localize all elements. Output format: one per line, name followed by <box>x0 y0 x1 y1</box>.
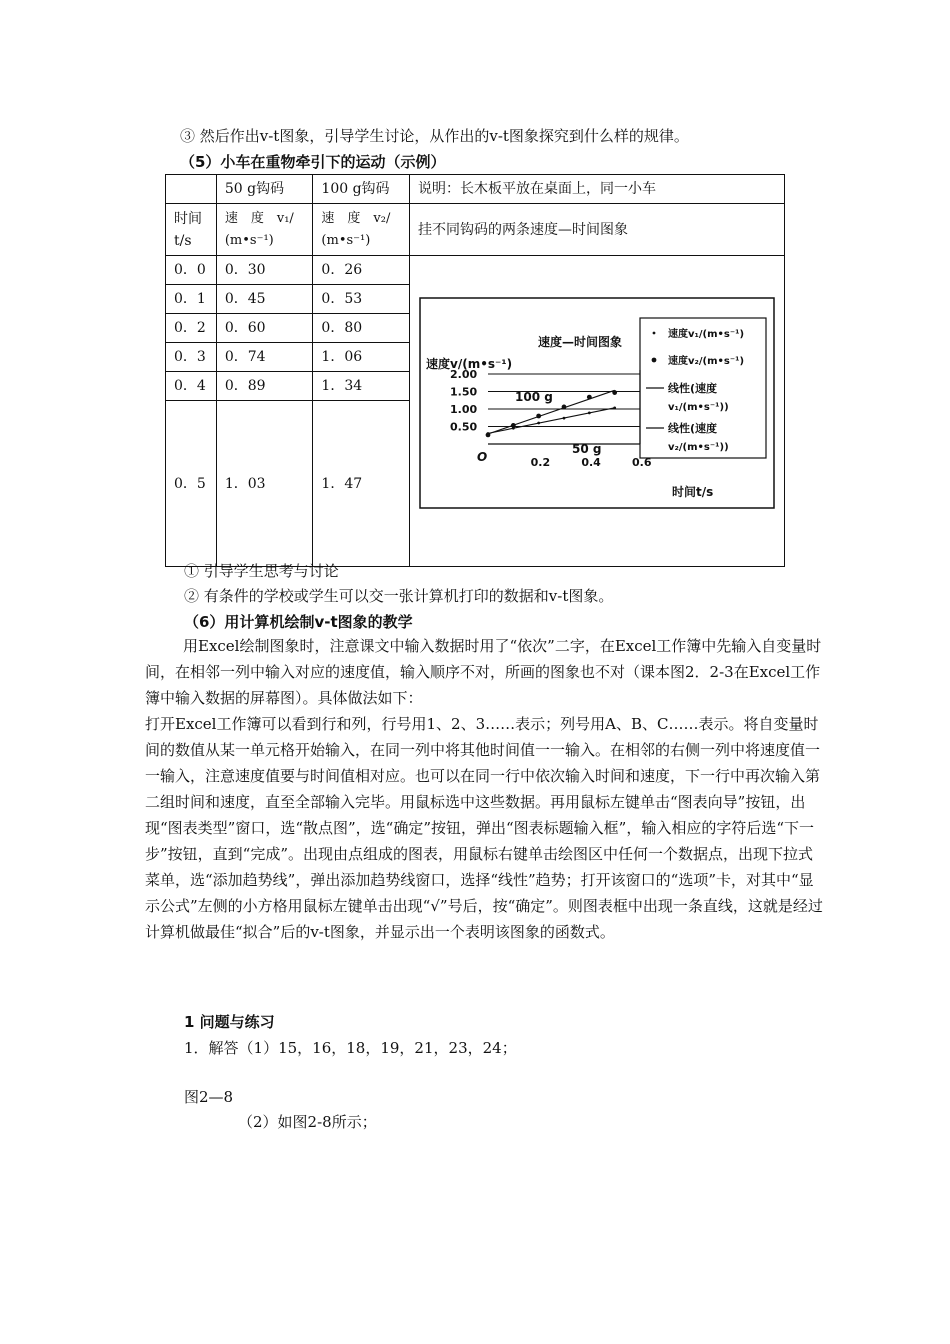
section6-paragraph-1: 用Excel绘制图象时，注意课文中输入数据时用了“依次”二字，在Excel工作簿中先输入自变量时间，在相邻一列中输入对应的速度值，输入顺序不对，所画的图象也不对（课本图2．2-3在Excel工作簿中输入数据的屏幕图）。具体做法如下： <box>145 637 822 707</box>
v2-header <box>313 204 410 256</box>
v2-header-line1: 速 度 v₂/ <box>321 210 391 226</box>
table-cell: 1．06 <box>313 343 410 372</box>
chart-annotation-100g: 100 g <box>515 390 553 404</box>
table-subheader-row <box>166 204 785 256</box>
table-cell: 50 g钩码 <box>216 175 313 204</box>
velocity-time-chart <box>410 256 782 546</box>
legend-item-1: 速度v₁/(m•s⁻¹) <box>668 329 745 340</box>
time-header-line1: 时间 <box>174 210 202 227</box>
chart-point-series-2 <box>536 414 541 419</box>
table-cell: 0．80 <box>313 314 410 343</box>
chart-xlabel: 时间t/s <box>672 485 714 499</box>
table-note: 说明：长木板平放在桌面上，同一小车 <box>410 175 785 204</box>
time-header <box>166 204 217 256</box>
v1-header-line2: (m•s⁻¹) <box>224 232 274 248</box>
legend-marker-1 <box>653 332 656 335</box>
table-cell: 0．53 <box>313 285 410 314</box>
chart-ylabel: 速度v/(m•s⁻¹) <box>426 357 513 371</box>
table-cell: 0．74 <box>216 343 313 372</box>
time-header-line2: t/s <box>174 232 192 249</box>
intro-line: ③ 然后作出v-t图象，引导学生讨论，从作出的v-t图象探究到什么样的规律。 <box>180 127 689 145</box>
legend-marker-2 <box>652 358 657 363</box>
table-cell: 0．45 <box>216 285 313 314</box>
chart-point-series-1 <box>588 411 591 414</box>
legend-item-3-line1: 线性(速度 <box>668 382 718 395</box>
chart-y-tick: 0.50 <box>450 420 478 434</box>
legend-item-4-line2: v₂/(m•s⁻¹)) <box>668 442 729 453</box>
table-cell: 0．3 <box>166 343 217 372</box>
chart-y-tick: 2.00 <box>450 368 478 381</box>
table-cell: 0．89 <box>216 372 313 401</box>
chart-x-tick: 0.2 <box>530 456 551 469</box>
table-cell <box>166 175 217 204</box>
exercise-title: 1 问题与练习 <box>184 1013 275 1031</box>
table-note2: 挂不同钩码的两条速度—时间图象 <box>410 204 785 256</box>
exercise-answer-2: （2）如图2-8所示； <box>238 1113 377 1131</box>
section5-title: （5）小车在重物牵引下的运动（示例） <box>180 153 446 171</box>
v1-header-line1: 速 度 v₁/ <box>224 210 294 226</box>
table-cell: 1．03 <box>216 401 313 567</box>
chart-point-series-2 <box>587 395 592 400</box>
chart-point-series-2 <box>612 390 617 395</box>
table-cell: 0．5 <box>166 401 217 567</box>
chart-cell <box>410 256 785 567</box>
table-cell: 1．47 <box>313 401 410 567</box>
v1-header <box>216 204 313 256</box>
table-cell: 0．26 <box>313 256 410 285</box>
chart-point-series-2 <box>511 423 516 428</box>
v2-header-line2: (m•s⁻¹) <box>321 232 371 248</box>
section6-paragraph-2: 打开Excel工作簿可以看到行和列，行号用1、2、3……表示；列号用A、B、C……表示。将自变量时间的数值从某一单元格开始输入，在同一列中将其他时间值一一输入。在相邻的右侧一列中将速度值一一输入，注意速度值要与时间值相对应。也可以在同一行中依次输入时间和速度，下一行中再次输入第二组时间和速度，直至全部输入完毕。用鼠标选中这些数据。再用鼠标左键单击“图表向导”按钮，出现“图表类型”窗口，选“散点图”，选“确定”按钮，弹出“图表标题输入框”，输入相应的字符后选“下一步”按钮，直到“完成”。出现由点组成的图表，用鼠标右键单击绘图区中任何一个数据点，出现下拉式菜单，选“添加趋势线”，弹出添加趋势线窗口，选择“线性”趋势；打开该窗口的“选项”卡，对其中“显示公式”左侧的小方格用鼠标左键单击出现“√”号后，按“确定”。则图表框中出现一条直线，这就是经过计算机做最佳“拟合”后的v-t图象，并显示出一个表明该图象的函数式。 <box>145 715 823 941</box>
chart-y-tick: 1.00 <box>450 403 478 416</box>
legend-item-4-line1: 线性(速度 <box>668 422 718 435</box>
chart-point-series-2 <box>486 433 491 438</box>
table-cell: 0．0 <box>166 256 217 285</box>
data-table <box>165 174 785 567</box>
chart-origin: O <box>477 450 488 464</box>
table-cell: 0．4 <box>166 372 217 401</box>
chart-point-series-2 <box>562 405 567 410</box>
legend-item-2: 速度v₂/(m•s⁻¹) <box>668 356 745 367</box>
table-cell: 0．1 <box>166 285 217 314</box>
table-cell: 100 g钩码 <box>313 175 410 204</box>
section6-title: （6）用计算机绘制v-t图象的教学 <box>184 613 413 631</box>
table-cell: 0．60 <box>216 314 313 343</box>
table-cell: 0．2 <box>166 314 217 343</box>
chart-point-series-1 <box>563 417 566 420</box>
note-computer: ② 有条件的学校或学生可以交一张计算机打印的数据和v-t图象。 <box>184 587 614 605</box>
table-header-row <box>166 175 785 204</box>
exercise-answer-1: 1．解答（1）15，16，18，19，21，23，24； <box>184 1039 517 1057</box>
chart-x-tick: 0.4 <box>581 456 601 469</box>
chart-y-tick: 1.50 <box>450 385 478 399</box>
chart-point-series-1 <box>537 422 540 425</box>
chart-point-series-1 <box>613 407 616 410</box>
table-cell: 1．34 <box>313 372 410 401</box>
chart-title: 速度—时间图象 <box>538 335 623 349</box>
table-cell: 0．30 <box>216 256 313 285</box>
figure-label: 图2—8 <box>184 1088 234 1106</box>
chart-x-tick: 0.6 <box>632 456 652 469</box>
chart-annotation-50g: 50 g <box>572 442 602 456</box>
table-row <box>166 256 785 285</box>
legend-item-3-line2: v₁/(m•s⁻¹)) <box>668 402 729 413</box>
note-discussion: ① 引导学生思考与讨论 <box>184 562 339 580</box>
